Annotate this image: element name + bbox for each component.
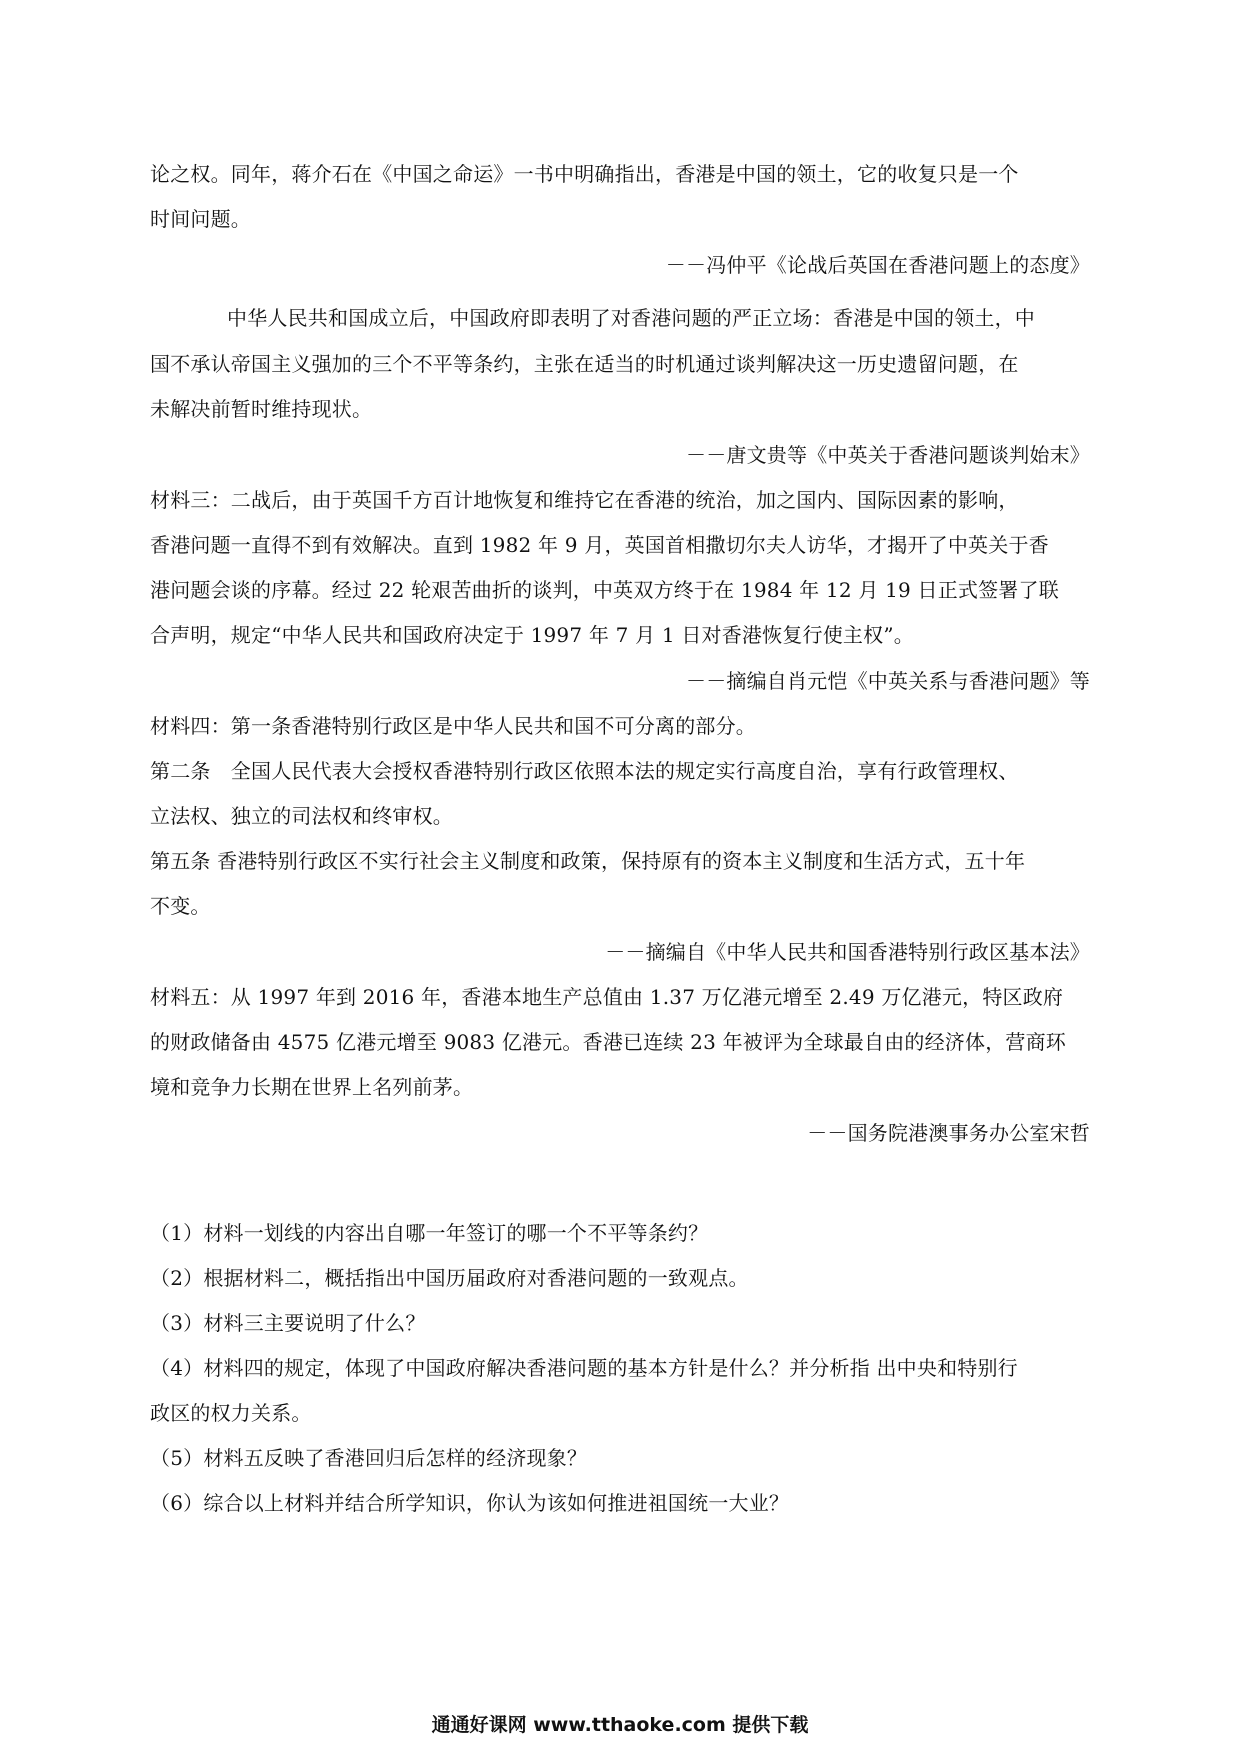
source-citation: －－冯仲平《论战后英国在香港问题上的态度》 <box>665 253 1090 277</box>
text-line: 第二条 全国人民代表大会授权香港特别行政区依照本法的规定实行高度自治，享有行政管理权、 <box>150 759 1019 783</box>
question-line: （4）材料四的规定，体现了中国政府解决香港问题的基本方针是什么？并分析指 出中央和特别行 <box>150 1356 1018 1380</box>
text-line: 材料三：二战后，由于英国千方百计地恢复和维持它在香港的统治，加之国内、国际因素的影响， <box>150 488 1019 512</box>
source-citation: －－国务院港澳事务办公室宋哲 <box>807 1121 1090 1145</box>
text-line: 中华人民共和国成立后，中国政府即表明了对香港问题的严正立场：香港是中国的领土，中 <box>227 306 1035 330</box>
source-citation: －－摘编自《中华人民共和国香港特别行政区基本法》 <box>605 940 1090 964</box>
source-citation: －－摘编自肖元恺《中英关系与香港问题》等 <box>686 669 1090 693</box>
question-line: （1）材料一划线的内容出自哪一年签订的哪一个不平等条约？ <box>150 1221 709 1245</box>
text-line: 不变。 <box>150 894 211 918</box>
text-line: 境和竞争力长期在世界上名列前茅。 <box>150 1075 474 1099</box>
question-line: （3）材料三主要说明了什么？ <box>150 1311 426 1335</box>
text-line: 国不承认帝国主义强加的三个不平等条约，主张在适当的时机通过谈判解决这一历史遗留问题，在 <box>150 352 1019 376</box>
text-line: 未解决前暂时维持现状。 <box>150 397 373 421</box>
text-line: 合声明，规定“中华人民共和国政府决定于 1997 年 7 月 1 日对香港恢复行使主权”。 <box>150 623 914 647</box>
text-line: 立法权、独立的司法权和终审权。 <box>150 804 453 828</box>
text-line: 材料五：从 1997 年到 2016 年，香港本地生产总值由 1.37 万亿港元增至 2.49 万亿港元，特区政府 <box>150 985 1064 1009</box>
question-line: （2）根据材料二，概括指出中国历届政府对香港问题的一致观点。 <box>150 1266 749 1290</box>
text-line: 香港问题一直得不到有效解决。直到 1982 年 9 月，英国首相撒切尔夫人访华，才揭开了中英关于香 <box>150 533 1049 557</box>
source-citation: －－唐文贵等《中英关于香港问题谈判始末》 <box>686 443 1090 467</box>
text-line: 的财政储备由 4575 亿港元增至 9083 亿港元。香港已连续 23 年被评为全球最自由的经济体，营商环 <box>150 1030 1066 1054</box>
text-line: 港问题会谈的序幕。经过 22 轮艰苦曲折的谈判，中英双方终于在 1984 年 12 月 19 日正式签署了联 <box>150 578 1059 602</box>
question-line: （5）材料五反映了香港回归后怎样的经济现象？ <box>150 1446 588 1470</box>
question-line: 政区的权力关系。 <box>150 1401 312 1425</box>
text-line: 第五条 香港特别行政区不实行社会主义制度和政策，保持原有的资本主义制度和生活方式，五十年 <box>150 849 1026 873</box>
text-line: 论之权。同年，蒋介石在《中国之命运》一书中明确指出，香港是中国的领土，它的收复只是一个 <box>150 162 1019 186</box>
text-line: 时间问题。 <box>150 207 251 231</box>
text-line: 材料四：第一条香港特别行政区是中华人民共和国不可分离的部分。 <box>150 714 756 738</box>
download-footer: 通通好课网 www.tthaoke.com 提供下载 <box>431 1714 809 1736</box>
question-line: （6）综合以上材料并结合所学知识，你认为该如何推进祖国统一大业？ <box>150 1491 790 1515</box>
